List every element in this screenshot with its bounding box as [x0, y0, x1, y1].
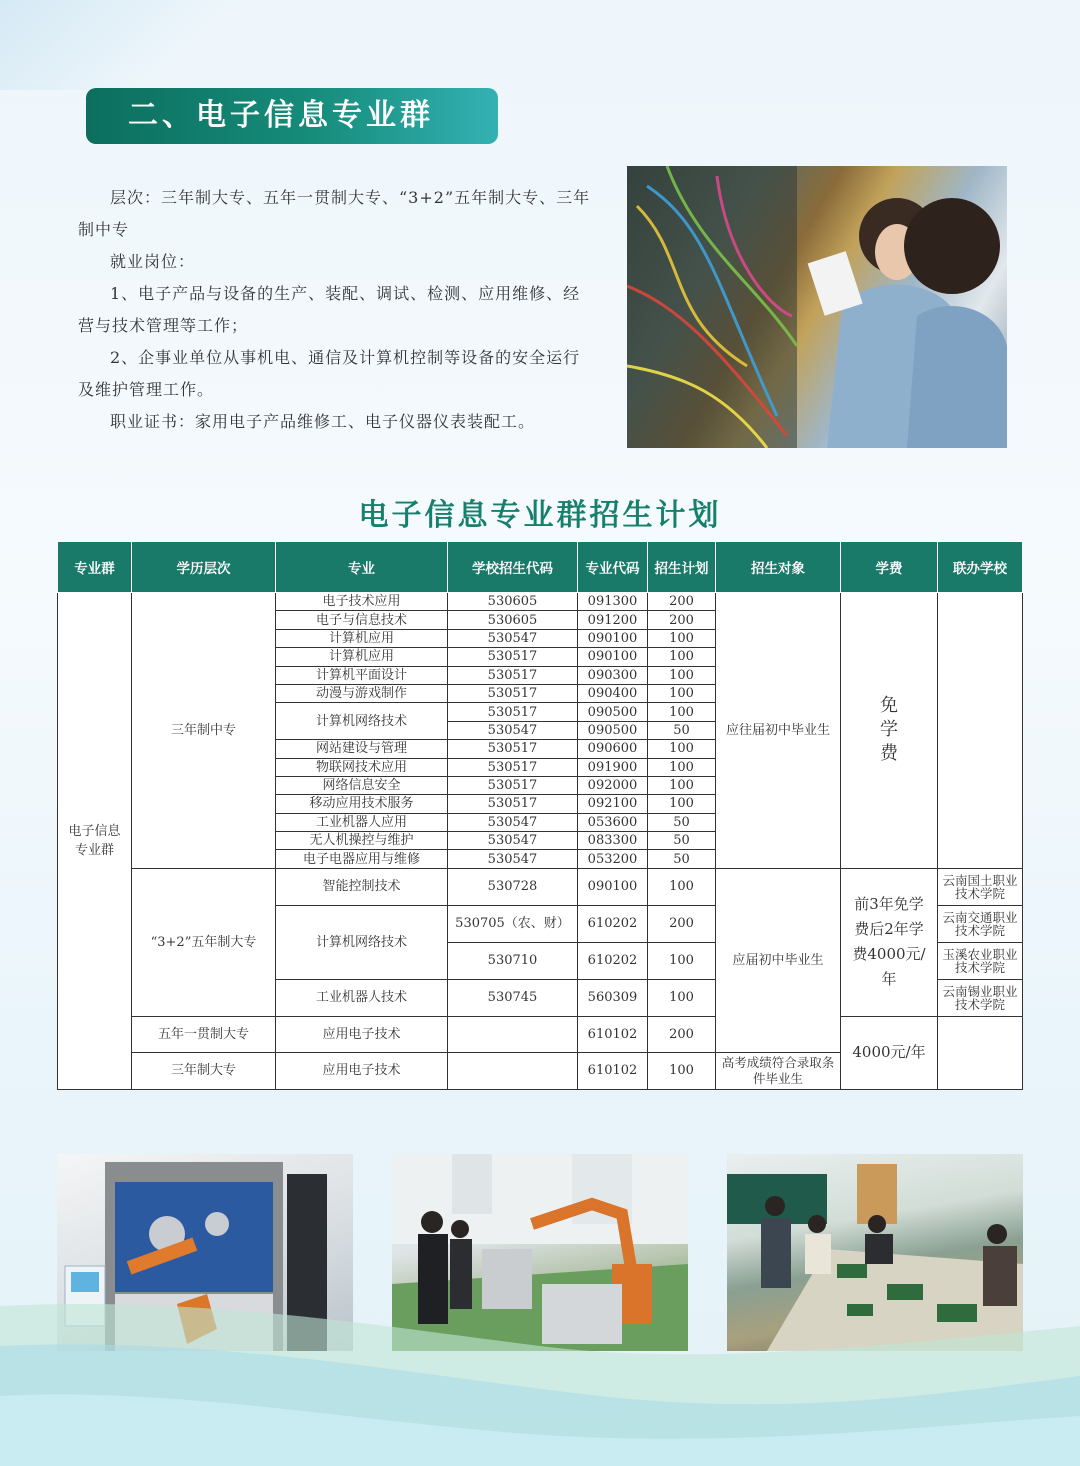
- school-code-cell: 530517: [448, 703, 578, 721]
- quota-cell: 100: [648, 629, 716, 647]
- school-code-cell: 530517: [448, 776, 578, 794]
- table-header-row: [58, 542, 1023, 593]
- lab-students-photo: [627, 166, 1007, 448]
- quota-cell: 100: [648, 740, 716, 758]
- major-code-cell: 090100: [578, 868, 648, 905]
- major-code-cell: 090100: [578, 648, 648, 666]
- intro-text: [78, 182, 596, 438]
- school-code-cell: 530705（农、财）: [448, 905, 578, 942]
- quota-cell: 50: [648, 850, 716, 868]
- major-cell: 计算机网络技术: [276, 703, 448, 740]
- header-target: 招生对象: [716, 542, 841, 593]
- major-code-cell: 610102: [578, 1016, 648, 1052]
- major-cell: 动漫与游戏制作: [276, 684, 448, 702]
- partner-cell: 云南国土职业技术学院: [938, 868, 1023, 905]
- school-code-cell: 530745: [448, 979, 578, 1016]
- school-code-cell: 530710: [448, 942, 578, 979]
- school-code-cell: 530547: [448, 813, 578, 831]
- header-school-code: 学校招生代码: [448, 542, 578, 593]
- school-code-cell: 530517: [448, 740, 578, 758]
- school-code-cell: 530547: [448, 850, 578, 868]
- enrollment-plan-table: [57, 541, 1023, 1090]
- school-code-cell: 530605: [448, 593, 578, 611]
- major-code-cell: 090500: [578, 721, 648, 739]
- major-code-cell: 090600: [578, 740, 648, 758]
- major-cell: 计算机应用: [276, 629, 448, 647]
- target-cell: 高考成绩符合录取条件毕业生: [716, 1052, 841, 1089]
- certificate-text: 职业证书：家用电子产品维修工、电子仪器仪表装配工。: [110, 412, 536, 431]
- school-code-cell: 530517: [448, 684, 578, 702]
- school-code-cell: 530517: [448, 648, 578, 666]
- header-partner: 联办学校: [938, 542, 1023, 593]
- levels-text: 层次：三年制大专、五年一贯制大专、“3+2”五年制大专、三年制中专: [78, 188, 591, 239]
- major-cell: 计算机平面设计: [276, 666, 448, 684]
- header-group: 专业群: [58, 542, 132, 593]
- level-cell: 五年一贯制大专: [132, 1016, 276, 1052]
- table-row: [58, 1016, 1023, 1052]
- header-fee: 学费: [841, 542, 938, 593]
- major-code-cell: 091900: [578, 758, 648, 776]
- major-code-cell: 092000: [578, 776, 648, 794]
- school-code-cell: 530728: [448, 868, 578, 905]
- quota-cell: 100: [648, 776, 716, 794]
- jobs-heading: 就业岗位：: [110, 252, 196, 271]
- major-code-cell: 610202: [578, 942, 648, 979]
- school-code-cell: 530547: [448, 832, 578, 850]
- major-cell: 计算机应用: [276, 648, 448, 666]
- major-code-cell: 560309: [578, 979, 648, 1016]
- major-cell: 智能控制技术: [276, 868, 448, 905]
- partner-cell: 云南交通职业技术学院: [938, 905, 1023, 942]
- quota-cell: 200: [648, 611, 716, 629]
- quota-cell: 100: [648, 648, 716, 666]
- quota-cell: 50: [648, 832, 716, 850]
- major-cell: 网站建设与管理: [276, 740, 448, 758]
- school-code-cell: 530605: [448, 611, 578, 629]
- header-major: 专业: [276, 542, 448, 593]
- major-cell: 物联网技术应用: [276, 758, 448, 776]
- quota-cell: 50: [648, 721, 716, 739]
- school-code-cell: 530547: [448, 629, 578, 647]
- fee-cell: [841, 593, 938, 869]
- quota-cell: 100: [648, 666, 716, 684]
- partner-cell: 玉溪农业职业技术学院: [938, 942, 1023, 979]
- partner-cell: 云南锡业职业技术学院: [938, 979, 1023, 1016]
- school-code-cell: 530517: [448, 758, 578, 776]
- major-code-cell: 053200: [578, 850, 648, 868]
- quota-cell: 200: [648, 593, 716, 611]
- quota-cell: 200: [648, 1016, 716, 1052]
- major-code-cell: 053600: [578, 813, 648, 831]
- major-code-cell: 090300: [578, 666, 648, 684]
- school-code-cell: 530517: [448, 666, 578, 684]
- fee-cell: 4000元/年: [841, 1016, 938, 1089]
- group-name-cell: [58, 593, 132, 1090]
- fee-cell: [841, 868, 938, 1016]
- major-code-cell: 091300: [578, 593, 648, 611]
- quota-cell: 200: [648, 905, 716, 942]
- quota-cell: 100: [648, 979, 716, 1016]
- target-cell: 应往届初中毕业生: [716, 593, 841, 869]
- partner-cell: [938, 1016, 1023, 1089]
- table-row: [58, 593, 1023, 611]
- quota-cell: 50: [648, 813, 716, 831]
- major-code-cell: 092100: [578, 795, 648, 813]
- major-code-cell: 610202: [578, 905, 648, 942]
- corner-decoration: [0, 0, 260, 90]
- school-code-cell: [448, 1016, 578, 1052]
- major-code-cell: 610102: [578, 1052, 648, 1089]
- quota-cell: 100: [648, 703, 716, 721]
- major-cell: 无人机操控与维护: [276, 832, 448, 850]
- quota-cell: 100: [648, 942, 716, 979]
- fee-32-text: 前3年免学费后2年学费4000元/年: [852, 895, 926, 989]
- major-cell: 网络信息安全: [276, 776, 448, 794]
- major-code-cell: 090400: [578, 684, 648, 702]
- job-item-2: 2、企事业单位从事机电、通信及计算机控制等设备的安全运行及维护管理工作。: [78, 348, 581, 399]
- header-major-code: 专业代码: [578, 542, 648, 593]
- school-code-cell: 530547: [448, 721, 578, 739]
- level-cell: “3+2”五年制大专: [132, 868, 276, 1016]
- major-code-cell: 090100: [578, 629, 648, 647]
- lab-photo-illustration: [627, 166, 1007, 448]
- major-code-cell: 091200: [578, 611, 648, 629]
- major-code-cell: 090500: [578, 703, 648, 721]
- table-row: [58, 868, 1023, 905]
- major-cell: 应用电子技术: [276, 1016, 448, 1052]
- major-cell: 移动应用技术服务: [276, 795, 448, 813]
- level-cell: 三年制大专: [132, 1052, 276, 1089]
- quota-cell: 100: [648, 758, 716, 776]
- major-cell: 电子电器应用与维修: [276, 850, 448, 868]
- major-cell: 电子与信息技术: [276, 611, 448, 629]
- partner-cell: [938, 593, 1023, 869]
- quota-cell: 100: [648, 1052, 716, 1089]
- group-name: 电子信息专业群: [68, 823, 121, 858]
- major-cell: 电子技术应用: [276, 593, 448, 611]
- major-code-cell: 083300: [578, 832, 648, 850]
- job-item-1: 1、电子产品与设备的生产、装配、调试、检测、应用维修、经营与技术管理等工作；: [78, 284, 581, 335]
- header-quota: 招生计划: [648, 542, 716, 593]
- level-cell: 三年制中专: [132, 593, 276, 869]
- header-level: 学历层次: [132, 542, 276, 593]
- section-title: 二、电子信息专业群: [86, 88, 498, 144]
- plan-title: 电子信息专业群招生计划: [358, 498, 722, 533]
- bottom-wave-decoration: [0, 1286, 1080, 1466]
- quota-cell: 100: [648, 868, 716, 905]
- major-cell: 工业机器人应用: [276, 813, 448, 831]
- major-cell: 应用电子技术: [276, 1052, 448, 1089]
- school-code-cell: [448, 1052, 578, 1089]
- target-cell: 应届初中毕业生: [716, 868, 841, 1052]
- school-code-cell: 530517: [448, 795, 578, 813]
- fee-free-text: 免学费: [880, 695, 898, 765]
- major-cell: 计算机网络技术: [276, 905, 448, 979]
- quota-cell: 100: [648, 795, 716, 813]
- major-cell: 工业机器人技术: [276, 979, 448, 1016]
- quota-cell: 100: [648, 684, 716, 702]
